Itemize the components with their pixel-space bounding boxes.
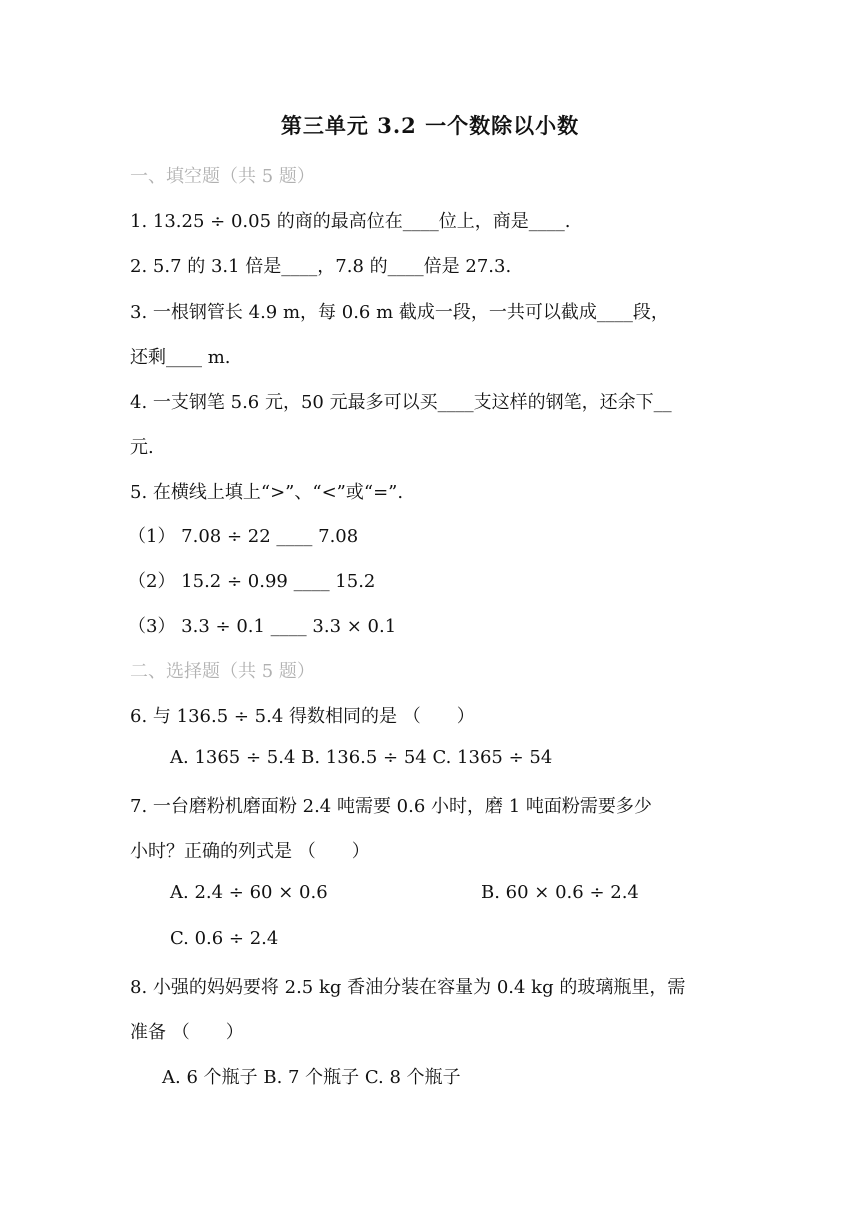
question-3-line-2: 还剩____ m. bbox=[130, 347, 231, 368]
question-7-line-1: 7. 一台磨粉机磨面粉 2.4 吨需要 0.6 小时，磨 1 吨面粉需要多少 bbox=[130, 796, 652, 817]
question-4-line-2: 元. bbox=[130, 437, 154, 458]
section-choice-heading: 二、选择题（共 5 题） bbox=[130, 661, 315, 682]
question-5-part-3: （3） 3.3 ÷ 0.1 ____ 3.3 × 0.1 bbox=[128, 616, 397, 637]
section-fill-blank-heading: 一、填空题（共 5 题） bbox=[130, 166, 315, 187]
question-8-line-1: 8. 小强的妈妈要将 2.5 kg 香油分装在容量为 0.4 kg 的玻璃瓶里，需 bbox=[130, 977, 686, 998]
question-7-line-2: 小时？正确的列式是 （ ） bbox=[130, 841, 370, 862]
question-6: 6. 与 136.5 ÷ 5.4 得数相同的是 （ ） bbox=[130, 706, 475, 727]
question-4-line-1: 4. 一支钢笔 5.6 元，50 元最多可以买____支这样的钢笔，还余下__ bbox=[130, 392, 672, 413]
question-3-line-1: 3. 一根钢管长 4.9 m，每 0.6 m 截成一段，一共可以截成____段， bbox=[130, 302, 669, 323]
page-title: 第三单元 3.2 一个数除以小数 bbox=[280, 113, 580, 138]
question-1: 1. 13.25 ÷ 0.05 的商的最高位在____位上，商是____. bbox=[130, 211, 571, 232]
question-7-option-c: C. 0.6 ÷ 2.4 bbox=[170, 928, 279, 949]
question-6-options: A. 1365 ÷ 5.4 B. 136.5 ÷ 54 C. 1365 ÷ 54 bbox=[170, 747, 553, 768]
question-5-part-2: （2） 15.2 ÷ 0.99 ____ 15.2 bbox=[128, 571, 376, 592]
question-5-part-1: （1） 7.08 ÷ 22 ____ 7.08 bbox=[128, 526, 359, 547]
question-8-line-2: 准备 （ ） bbox=[130, 1022, 244, 1043]
question-7-option-a: A. 2.4 ÷ 60 × 0.6 bbox=[170, 882, 328, 903]
question-8-options: A. 6 个瓶子 B. 7 个瓶子 C. 8 个瓶子 bbox=[162, 1067, 461, 1088]
question-2: 2. 5.7 的 3.1 倍是____，7.8 的____倍是 27.3. bbox=[130, 256, 512, 277]
question-5: 5. 在横线上填上“>”、“<”或“=”. bbox=[130, 482, 404, 503]
question-7-option-b: B. 60 × 0.6 ÷ 2.4 bbox=[481, 882, 639, 903]
